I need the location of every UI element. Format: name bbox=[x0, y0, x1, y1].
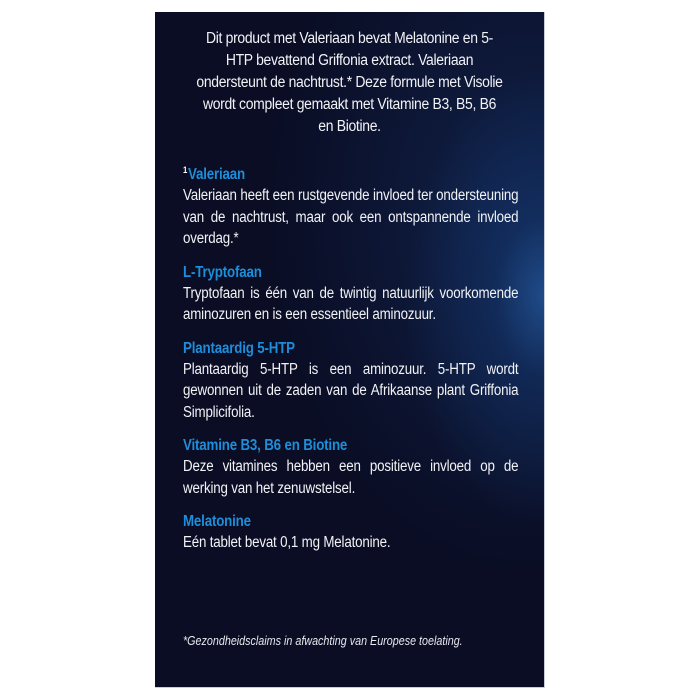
section-body: Plantaardig 5-HTP is een aminozuur. 5-HTP wordt gewonnen uit de zaden van de Afrikaanse plant Griffonia Simplicifolia. bbox=[183, 360, 519, 421]
section-title: Melatonine bbox=[183, 513, 251, 530]
section-body: Eén tablet bevat 0,1 mg Melatonine. bbox=[183, 534, 391, 551]
section-body: Tryptofaan is één van de twintig natuurlijk voorkomende aminozuren en is een essentieel aminozuur. bbox=[183, 284, 519, 323]
section-body: Deze vitamines hebben een positieve invloed op de werking van het zenuwstelsel. bbox=[183, 458, 519, 497]
health-claims-footnote: *Gezondheidsclaims in afwachting van Europese toelating. bbox=[183, 634, 463, 648]
footnote-marker: 1 bbox=[183, 165, 188, 175]
section-title-text: Valeriaan bbox=[187, 166, 246, 183]
product-info-panel bbox=[155, 12, 545, 688]
section-vitamine-b bbox=[183, 435, 518, 499]
ingredient-sections bbox=[183, 160, 518, 566]
section-title: Vitamine B3, B6 en Biotine bbox=[183, 437, 348, 454]
section-title: L-Tryptofaan bbox=[183, 263, 262, 281]
section-l-tryptofaan bbox=[183, 262, 518, 326]
intro-text: Dit product met Valeriaan bevat Melatonine en 5-HTP bevattend Griffonia extract. Valeriaan ondersteunt de nachtrust.* Deze formule met Visolie wordt compleet gemaakt met Vitamine B3, B5, B6 en Biotine. bbox=[196, 30, 503, 135]
section-valeriaan bbox=[183, 160, 518, 250]
section-plantaardig-5-htp bbox=[183, 338, 518, 424]
section-title: Plantaardig 5-HTP bbox=[183, 339, 295, 357]
section-body: Valeriaan heeft een rustgevende invloed ter ondersteuning van de nachtrust, maar ook een ontspannende invloed overdag.* bbox=[183, 187, 519, 247]
section-title bbox=[183, 160, 518, 185]
section-melatonine bbox=[183, 511, 518, 554]
